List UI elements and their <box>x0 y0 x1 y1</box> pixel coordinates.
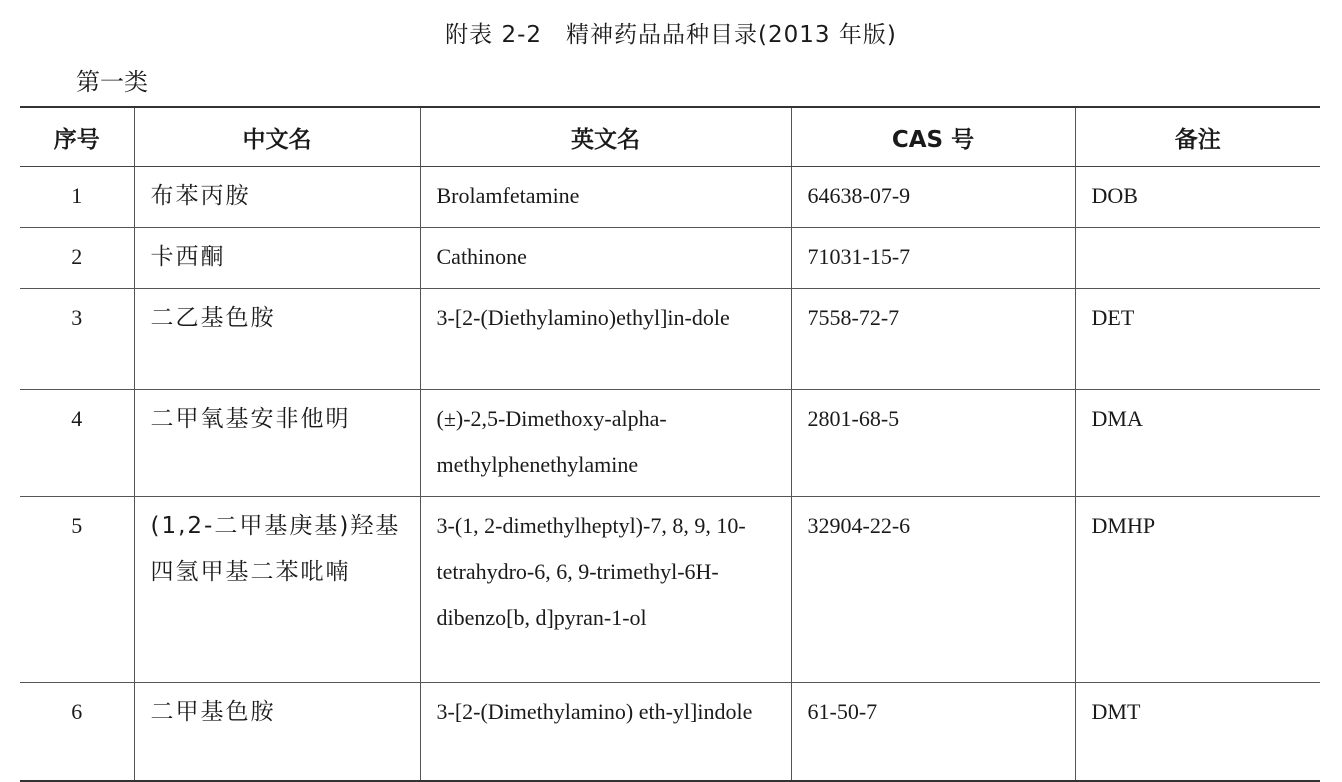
cas-number: 2801-68-5 <box>791 390 1075 497</box>
header-remarks: 备注 <box>1075 107 1320 167</box>
table-row <box>20 289 1320 390</box>
chinese-name: 卡西酮 <box>134 228 420 289</box>
english-name: 3-[2-(Diethylamino)ethyl]in-dole <box>420 289 791 390</box>
row-number: 1 <box>20 167 134 228</box>
english-name: 3-[2-(Dimethylamino) eth-yl]indole <box>420 683 791 781</box>
header-english-name: 英文名 <box>420 107 791 167</box>
cas-number: 64638-07-9 <box>791 167 1075 228</box>
table-row <box>20 167 1320 228</box>
chinese-name: 二甲氧基安非他明 <box>134 390 420 497</box>
header-number: 序号 <box>20 107 134 167</box>
remark: DMA <box>1075 390 1320 497</box>
header-cas-number: CAS 号 <box>791 107 1075 167</box>
section-label: 第一类 <box>76 68 148 96</box>
table-row <box>20 390 1320 497</box>
remark: DOB <box>1075 167 1320 228</box>
header-row <box>20 107 1320 167</box>
remark: DMT <box>1091 699 1141 724</box>
chinese-name: (1,2-二甲基庚基)羟基四氢甲基二苯吡喃 <box>134 497 420 683</box>
page-title: 附表 2-2 精神药品品种目录(2013 年版) <box>445 22 897 48</box>
english-name: (±)-2,5-Dimethoxy-alpha-methylphenethylamine <box>420 390 791 497</box>
english-name: Brolamfetamine <box>420 167 791 228</box>
remark: DMHP <box>1075 497 1320 683</box>
table-row <box>20 228 1320 289</box>
english-name: Cathinone <box>420 228 791 289</box>
header-chinese-name: 中文名 <box>134 107 420 167</box>
english-name: 3-(1, 2-dimethylheptyl)-7, 8, 9, 10-tetrahydro-6, 6, 9-trimethyl-6H-dibenzo[b, d]pyran-1-ol <box>420 497 791 683</box>
row-number: 3 <box>20 289 134 390</box>
table-row <box>20 497 1320 683</box>
row-number: 5 <box>20 497 134 683</box>
chinese-name: 二甲基色胺 <box>134 683 420 781</box>
row-number: 4 <box>20 390 134 497</box>
chinese-name: 二乙基色胺 <box>134 289 420 390</box>
cas-number: 61-50-7 <box>791 683 1075 781</box>
chinese-name: 布苯丙胺 <box>134 167 420 228</box>
row-number: 2 <box>20 228 134 289</box>
remark: DET <box>1075 289 1320 390</box>
drug-table <box>20 106 1320 782</box>
cas-number: 71031-15-7 <box>791 228 1075 289</box>
cas-number: 32904-22-6 <box>791 497 1075 683</box>
cas-number: 7558-72-7 <box>791 289 1075 390</box>
remark <box>1075 228 1320 289</box>
table-row <box>20 683 1320 781</box>
row-number: 6 <box>20 683 134 781</box>
